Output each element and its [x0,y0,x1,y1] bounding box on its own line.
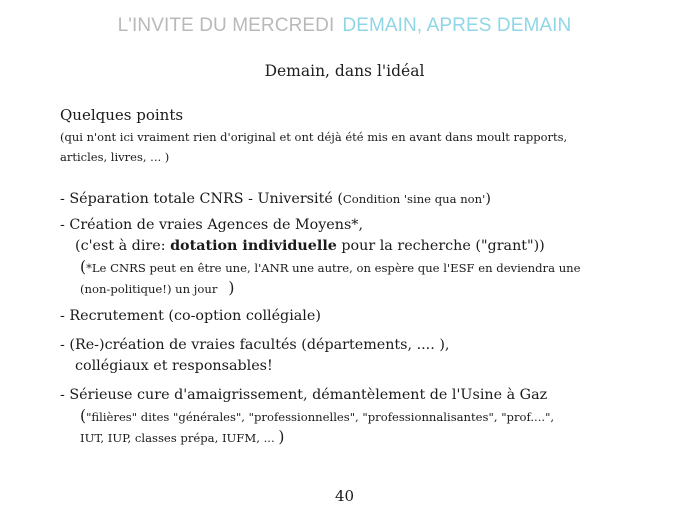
item-line-1: - Création de vraies Agences de Moyens*, [60,217,363,233]
list-item-recrutement: - Recrutement (co-option collégiale) [60,308,321,324]
item-line-1: - Sérieuse cure d'amaigrissement, démantèlement de l'Usine à Gaz [60,387,548,403]
footnote-line-2 [80,278,670,299]
footnote-line-1-text: *Le CNRS peut en être une, l'ANR une autre, on espère que l'ESF en deviendra une [86,261,581,275]
item-line-1: - (Re-)création de vraies facultés (départements, .... ), [60,337,450,353]
header-section-title: DEMAIN, APRES DEMAIN [342,15,572,36]
item-line-2-pre: (c'est à dire: [75,238,171,254]
footnote-line-2-text: IUT, IUP, classes prépa, IUFM, ... [80,431,275,445]
item-close-paren: ) [485,191,491,207]
header-series-title: L'INVITE DU MERCREDI [117,15,335,36]
item-line-2-post: pour la recherche ("grant")) [336,238,545,254]
item-line-2 [60,236,670,257]
footnote-line-2 [80,427,670,448]
intro-heading: Quelques points [60,106,184,124]
footnote-line-1-text: "filières" dites "générales", "professionnelles", "professionnalisantes", "prof....", [86,410,555,424]
list-item-agences [60,215,670,299]
footnote-line-2-text: (non-politique!) un jour [80,282,218,296]
intro-note-line-1: (qui n'ont ici vraiment rien d'original et ont déjà été mis en avant dans moult rapports, [60,130,568,144]
page-number: 40 [334,487,355,505]
item-footnote [60,257,670,299]
slide-title: Demain, dans l'idéal [264,62,425,80]
list-item-separation [60,189,670,210]
item-note: Condition 'sine qua non' [342,192,486,206]
footnote-line-1 [80,406,670,427]
intro-block [60,105,660,167]
item-text: - Séparation totale CNRS - Université ( [60,191,343,207]
item-footnote [60,406,670,448]
footnote-close-paren: ) [228,279,235,297]
intro-note-line-2: articles, livres, ... ) [60,150,170,164]
points-list [60,189,670,448]
list-item-facultes [60,335,670,377]
slide-header [0,15,689,37]
item-line-2-bold: dotation individuelle [170,238,337,254]
footnote-open-paren: ( [80,407,87,425]
item-line-2: collégiaux et responsables! [75,358,273,374]
footnote-line-1 [80,257,670,278]
footnote-open-paren: ( [80,258,87,276]
footnote-close-paren: ) [278,428,285,446]
intro-note [60,127,660,167]
list-item-usine-a-gaz [60,385,670,448]
